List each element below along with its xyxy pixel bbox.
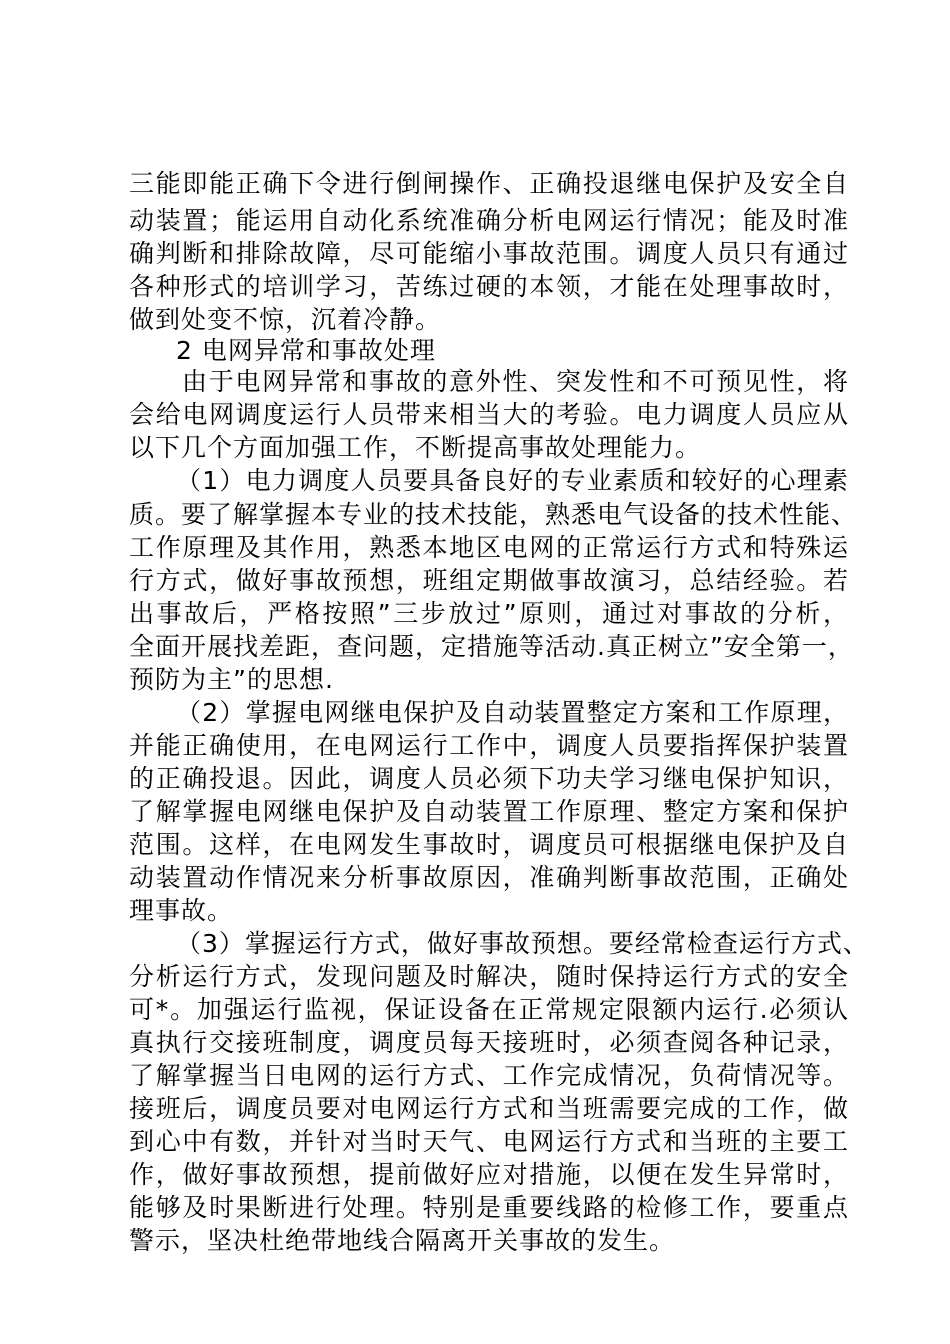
section-heading: 2 电网异常和事故处理	[176, 336, 436, 365]
text-line: 各种形式的培训学习，苦练过硬的本领，才能在处理事故时，	[129, 272, 849, 301]
text-line: 接班后，调度员要对电网运行方式和当班需要完成的工作，做	[129, 1094, 849, 1123]
text-line: 可*。加强运行监视，保证设备在正常规定限额内运行.必须认	[129, 995, 849, 1024]
text-line: 质。要了解掌握本专业的技术技能，熟悉电气设备的技术性能、	[129, 500, 858, 529]
text-line: 理事故。	[129, 896, 234, 925]
text-line: （2）掌握电网继电保护及自动装置整定方案和工作原理，	[176, 698, 849, 727]
text-line: 能够及时果断进行处理。特别是重要线路的检修工作，要重点	[129, 1193, 849, 1222]
text-line: 分析运行方式，发现问题及时解决，随时保持运行方式的安全	[129, 962, 849, 991]
text-line: 行方式，做好事故预想，班组定期做事故演习，总结经验。若	[129, 566, 849, 595]
text-line: 范围。这样，在电网发生事故时，调度员可根据继电保护及自	[129, 830, 849, 859]
text-line: 由于电网异常和事故的意外性、突发性和不可预见性，将	[182, 367, 849, 396]
text-line: 出事故后，严格按照”三步放过”原则，通过对事故的分析，	[129, 599, 849, 628]
text-line: 三能即能正确下令进行倒闸操作、正确投退继电保护及安全自	[129, 169, 849, 198]
text-line: 做到处变不惊，沉着冷静。	[129, 305, 442, 334]
text-line: 并能正确使用，在电网运行工作中，调度人员要指挥保护装置	[129, 731, 849, 760]
text-line: 警示，坚决杜绝带地线合隔离开关事故的发生。	[129, 1226, 676, 1255]
text-line: （3）掌握运行方式，做好事故预想。要经常检查运行方式、	[176, 929, 869, 958]
text-line: 真执行交接班制度，调度员每天接班时，必须查阅各种记录，	[129, 1028, 849, 1057]
text-line: 作，做好事故预想，提前做好应对措施，以便在发生异常时，	[129, 1160, 849, 1189]
text-line: 全面开展找差距，查问题，定措施等活动.真正树立”安全第一，	[129, 632, 854, 661]
text-line: 到心中有数，并针对当时天气、电网运行方式和当班的主要工	[129, 1127, 849, 1156]
text-line: 会给电网调度运行人员带来相当大的考验。电力调度人员应从	[129, 400, 849, 429]
text-line: 了解掌握电网继电保护及自动装置工作原理、整定方案和保护	[129, 797, 849, 826]
text-line: 了解掌握当日电网的运行方式、工作完成情况，负荷情况等。	[129, 1061, 849, 1090]
text-line: 预防为主”的思想.	[129, 665, 334, 694]
text-line: （1）电力调度人员要具备良好的专业素质和较好的心理素	[176, 466, 849, 495]
text-line: 动装置动作情况来分析事故原因，准确判断事故范围，正确处	[129, 863, 849, 892]
text-line: 确判断和排除故障，尽可能缩小事故范围。调度人员只有通过	[129, 239, 849, 268]
text-line: 动装置；能运用自动化系统准确分析电网运行情况；能及时准	[129, 206, 849, 235]
text-line: 的正确投退。因此，调度人员必须下功夫学习继电保护知识，	[129, 764, 849, 793]
text-line: 以下几个方面加强工作，不断提高事故处理能力。	[129, 433, 702, 462]
text-line: 工作原理及其作用，熟悉本地区电网的正常运行方式和特殊运	[129, 533, 849, 562]
